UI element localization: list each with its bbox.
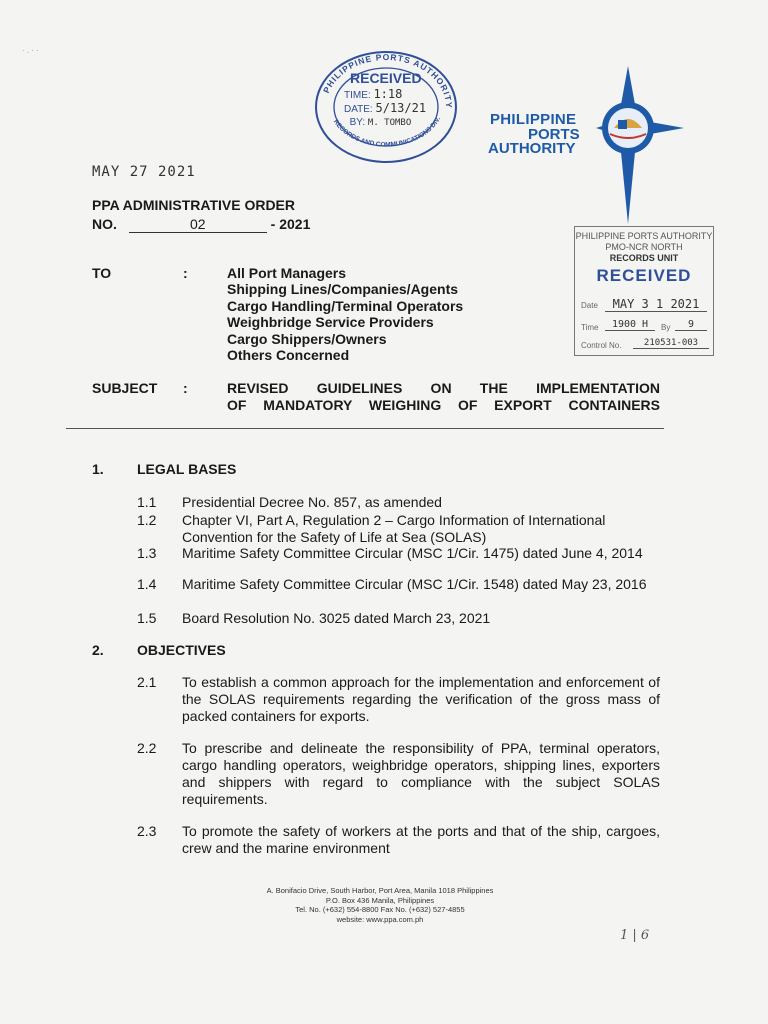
to-colon: :	[183, 265, 188, 281]
footer-website: website: www.ppa.com.ph	[336, 914, 424, 924]
item-text: To establish a common approach for the implementation and enforcement of the SOLAS requirements regarding the verification of the gross mass of packed containers for exports.	[182, 674, 660, 724]
records-stamp-by-label: By	[661, 323, 671, 332]
recipient-item: Cargo Shippers/Owners	[227, 330, 387, 347]
round-stamp-by-value: M. TOMBO	[367, 118, 412, 128]
round-stamp-ring-bottom: RECORDS AND COMMUNICATIONS DIV.	[331, 115, 442, 149]
order-year: - 2021	[270, 216, 311, 232]
recipient-item: Cargo Handling/Terminal Operators	[227, 297, 464, 314]
logo-line1: PHILIPPINE	[490, 111, 577, 128]
records-stamp-received: RECEIVED	[596, 266, 692, 285]
records-stamp-line3: RECORDS UNIT	[609, 253, 679, 263]
footer-pobox: P.O. Box 436 Manila, Philippines	[325, 895, 435, 905]
to-label: TO	[92, 265, 112, 281]
round-stamp-time-label: TIME:	[344, 90, 371, 101]
order-no-label: NO.	[92, 216, 117, 232]
records-stamp-date-label: Date	[581, 301, 598, 310]
scan-speck: · . · ·	[22, 46, 39, 55]
item-number: 2.3	[137, 823, 157, 839]
item-text: Chapter VI, Part A, Regulation 2 – Cargo Information of International Convention for the Safety of Life at Sea (SOLAS)	[182, 512, 606, 545]
item-number: 2.2	[137, 740, 157, 756]
page-number: 1 | 6	[620, 928, 650, 943]
stamped-date: MAY 27 2021	[92, 164, 196, 180]
records-stamp-time-value: 1900 H	[605, 319, 655, 331]
records-stamp-time-label: Time	[581, 323, 599, 332]
footer-address-block	[200, 886, 560, 924]
logo-line3: AUTHORITY	[488, 140, 576, 157]
round-stamp-ring-top: PHILIPPINE PORTS AUTHORITY	[321, 51, 455, 109]
round-stamp-by-label: BY:	[349, 117, 366, 128]
ppa-logo	[486, 66, 696, 226]
round-stamp-date-label: DATE:	[344, 104, 373, 115]
item-number: 2.1	[137, 674, 157, 690]
subject-colon: :	[183, 380, 188, 396]
item-text: Maritime Safety Committee Circular (MSC 1/Cir. 1548) dated May 23, 2016	[182, 576, 647, 592]
recipient-item: Others Concerned	[227, 347, 350, 364]
round-stamp-received: RECEIVED	[350, 70, 422, 86]
footer-address: A. Bonifacio Drive, South Harbor, Port Area, Manila 1018 Philippines	[266, 886, 494, 895]
subject-divider	[66, 428, 664, 429]
subject-label: SUBJECT	[92, 380, 158, 396]
recipient-item: All Port Managers	[227, 265, 347, 281]
item-text: Maritime Safety Committee Circular (MSC 1/Cir. 1475) dated June 4, 2014	[182, 545, 643, 561]
round-received-stamp	[312, 48, 460, 166]
records-stamp-control-value: 210531-003	[633, 338, 709, 349]
item-text: To promote the safety of workers at the ports and that of the ship, cargoes, crew and the marine environment	[182, 823, 660, 856]
section-title-legal-bases: LEGAL BASES	[137, 461, 237, 477]
recipient-item: Weighbridge Service Providers	[227, 314, 434, 331]
records-stamp-control-label: Control No.	[581, 341, 622, 350]
section-number: 2.	[92, 642, 104, 658]
records-stamp-by-value: 9	[675, 319, 707, 331]
round-stamp-date-value: 5/13/21	[375, 101, 427, 115]
item-number: 1.3	[137, 545, 157, 561]
logo-line2: PORTS	[528, 126, 580, 143]
item-number: 1.5	[137, 610, 157, 626]
order-no-value: 02	[129, 216, 267, 233]
item-number: 1.2	[137, 512, 157, 528]
subject-line1: REVISED GUIDELINES ON THE IMPLEMENTATION	[227, 380, 660, 396]
item-number: 1.1	[137, 494, 157, 510]
recipient-item: Shipping Lines/Companies/Agents	[227, 281, 459, 298]
recipient-list	[227, 265, 463, 363]
records-unit-stamp	[574, 226, 714, 356]
records-stamp-line2: PMO-NCR NORTH	[605, 242, 683, 252]
compass-logo-icon	[566, 66, 686, 226]
footer-tel: Tel. No. (+632) 554-8800 Fax No. (+632) 527-4855	[295, 905, 465, 914]
item-text: Presidential Decree No. 857, as amended	[182, 494, 442, 510]
records-stamp-line1: PHILIPPINE PORTS AUTHORITY	[575, 231, 713, 241]
section-title-objectives: OBJECTIVES	[137, 642, 226, 658]
item-text: To prescribe and delineate the responsibility of PPA, terminal operators, cargo handling operators, weighbridge operators, shipping lines, exporters and shippers with regard to compliance with the subject SOLAS requirements.	[182, 740, 660, 807]
item-number: 1.4	[137, 576, 157, 592]
item-text: Board Resolution No. 3025 dated March 23, 2021	[182, 610, 491, 626]
section-number: 1.	[92, 461, 104, 477]
order-title: PPA ADMINISTRATIVE ORDER	[92, 197, 296, 213]
order-number-line	[92, 216, 310, 233]
subject-line2: OF MANDATORY WEIGHING OF EXPORT CONTAINERS	[227, 397, 660, 413]
round-stamp-time-value: 1:18	[373, 87, 403, 101]
records-stamp-date-value: MAY 3 1 2021	[605, 297, 707, 312]
